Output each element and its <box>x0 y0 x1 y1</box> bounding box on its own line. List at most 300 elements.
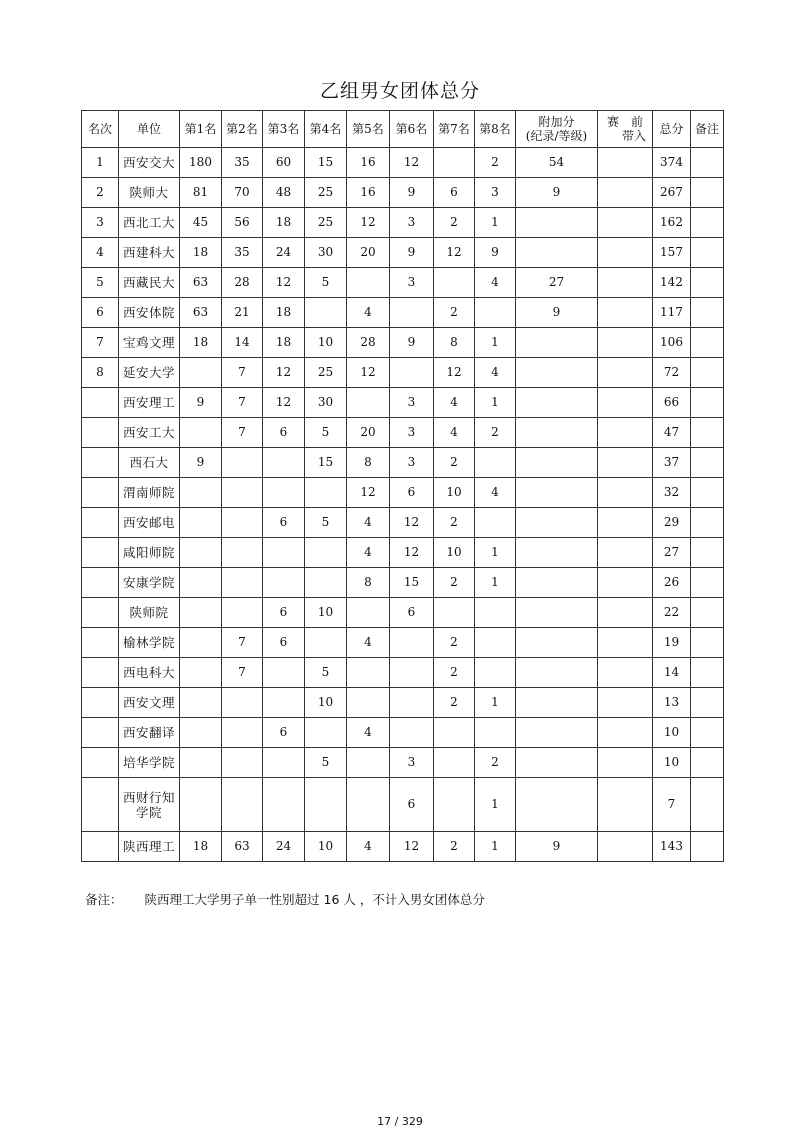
place-1-cell <box>180 358 222 388</box>
place-7-cell: 2 <box>434 508 475 538</box>
place-2-cell: 7 <box>222 658 263 688</box>
bonus-cell <box>516 538 598 568</box>
place-6-cell: 6 <box>390 778 434 832</box>
total-cell: 117 <box>653 298 691 328</box>
page-number: 17 / 329 <box>377 1115 423 1128</box>
rank-cell <box>82 418 119 448</box>
remark-cell <box>691 778 724 832</box>
place-7-cell: 4 <box>434 388 475 418</box>
header-place-5: 第5名 <box>347 111 390 148</box>
remark-cell <box>691 832 724 862</box>
table-row <box>82 688 724 718</box>
rank-cell <box>82 658 119 688</box>
place-1-cell <box>180 688 222 718</box>
place-4-cell <box>305 538 347 568</box>
place-8-cell: 1 <box>475 568 516 598</box>
unit-cell: 培华学院 <box>119 748 180 778</box>
place-2-cell: 21 <box>222 298 263 328</box>
place-3-cell <box>263 478 305 508</box>
rank-cell <box>82 538 119 568</box>
total-cell: 14 <box>653 658 691 688</box>
table-row <box>82 778 724 832</box>
place-6-cell: 9 <box>390 178 434 208</box>
place-7-cell: 12 <box>434 238 475 268</box>
unit-cell: 西电科大 <box>119 658 180 688</box>
unit-cell: 西北工大 <box>119 208 180 238</box>
remark-cell <box>691 538 724 568</box>
place-2-cell <box>222 748 263 778</box>
rank-cell <box>82 832 119 862</box>
place-6-cell: 3 <box>390 448 434 478</box>
place-5-cell: 4 <box>347 508 390 538</box>
remark-cell <box>691 298 724 328</box>
place-7-cell <box>434 748 475 778</box>
footnote <box>85 890 485 908</box>
place-4-cell: 25 <box>305 358 347 388</box>
place-3-cell <box>263 658 305 688</box>
rank-cell <box>82 598 119 628</box>
pre-carry-cell <box>598 748 653 778</box>
place-6-cell <box>390 358 434 388</box>
pre-carry-cell <box>598 208 653 238</box>
place-4-cell: 5 <box>305 268 347 298</box>
place-6-cell <box>390 298 434 328</box>
place-6-cell: 15 <box>390 568 434 598</box>
place-2-cell: 35 <box>222 148 263 178</box>
place-3-cell: 6 <box>263 598 305 628</box>
table-row <box>82 388 724 418</box>
bonus-cell: 54 <box>516 148 598 178</box>
header-rank: 名次 <box>82 111 119 148</box>
header-unit: 单位 <box>119 111 180 148</box>
table-body <box>82 148 724 862</box>
place-4-cell: 5 <box>305 418 347 448</box>
total-cell: 10 <box>653 718 691 748</box>
place-4-cell: 5 <box>305 748 347 778</box>
place-2-cell: 70 <box>222 178 263 208</box>
bonus-cell: 9 <box>516 832 598 862</box>
total-cell: 32 <box>653 478 691 508</box>
remark-cell <box>691 148 724 178</box>
total-cell: 106 <box>653 328 691 358</box>
place-5-cell: 20 <box>347 238 390 268</box>
place-8-cell: 1 <box>475 328 516 358</box>
unit-cell: 西安工大 <box>119 418 180 448</box>
unit-cell: 西藏民大 <box>119 268 180 298</box>
place-5-cell: 4 <box>347 832 390 862</box>
place-1-cell: 9 <box>180 388 222 418</box>
place-4-cell: 25 <box>305 178 347 208</box>
unit-cell: 西安文理 <box>119 688 180 718</box>
place-1-cell: 18 <box>180 328 222 358</box>
pre-carry-cell <box>598 628 653 658</box>
header-row <box>82 111 724 148</box>
place-8-cell <box>475 508 516 538</box>
place-4-cell <box>305 298 347 328</box>
place-4-cell <box>305 568 347 598</box>
place-3-cell: 12 <box>263 268 305 298</box>
place-6-cell: 12 <box>390 538 434 568</box>
total-cell: 142 <box>653 268 691 298</box>
place-8-cell: 4 <box>475 358 516 388</box>
place-1-cell: 18 <box>180 832 222 862</box>
place-7-cell <box>434 718 475 748</box>
pre-carry-cell <box>598 358 653 388</box>
place-5-cell: 16 <box>347 178 390 208</box>
remark-cell <box>691 388 724 418</box>
pre-carry-cell <box>598 478 653 508</box>
header-place-4: 第4名 <box>305 111 347 148</box>
bonus-cell: 27 <box>516 268 598 298</box>
total-cell: 19 <box>653 628 691 658</box>
table-row <box>82 628 724 658</box>
place-1-cell: 180 <box>180 148 222 178</box>
place-7-cell: 2 <box>434 658 475 688</box>
place-3-cell: 6 <box>263 508 305 538</box>
place-8-cell: 2 <box>475 748 516 778</box>
place-6-cell: 9 <box>390 328 434 358</box>
table-row <box>82 298 724 328</box>
total-cell: 157 <box>653 238 691 268</box>
place-8-cell: 4 <box>475 268 516 298</box>
place-1-cell <box>180 568 222 598</box>
place-4-cell: 15 <box>305 448 347 478</box>
rank-cell: 3 <box>82 208 119 238</box>
rank-cell: 4 <box>82 238 119 268</box>
bonus-cell <box>516 718 598 748</box>
place-1-cell <box>180 508 222 538</box>
place-1-cell <box>180 748 222 778</box>
unit-cell: 渭南师院 <box>119 478 180 508</box>
place-3-cell <box>263 538 305 568</box>
place-8-cell <box>475 448 516 478</box>
place-3-cell: 48 <box>263 178 305 208</box>
unit-cell: 西财行知学院 <box>119 778 180 832</box>
place-8-cell: 1 <box>475 388 516 418</box>
rank-cell: 6 <box>82 298 119 328</box>
place-1-cell: 63 <box>180 268 222 298</box>
remark-cell <box>691 208 724 238</box>
place-7-cell <box>434 268 475 298</box>
place-8-cell: 1 <box>475 208 516 238</box>
place-7-cell: 2 <box>434 628 475 658</box>
pre-carry-cell <box>598 508 653 538</box>
pre-carry-cell <box>598 298 653 328</box>
rank-cell <box>82 478 119 508</box>
header-pre-carry <box>598 111 653 148</box>
place-3-cell: 24 <box>263 238 305 268</box>
place-4-cell: 10 <box>305 598 347 628</box>
place-6-cell: 3 <box>390 268 434 298</box>
place-7-cell: 10 <box>434 478 475 508</box>
total-cell: 22 <box>653 598 691 628</box>
total-cell: 374 <box>653 148 691 178</box>
total-cell: 143 <box>653 832 691 862</box>
place-2-cell: 63 <box>222 832 263 862</box>
place-1-cell: 63 <box>180 298 222 328</box>
unit-cell: 西安交大 <box>119 148 180 178</box>
bonus-cell <box>516 598 598 628</box>
remark-cell <box>691 748 724 778</box>
header-total: 总分 <box>653 111 691 148</box>
table-row <box>82 748 724 778</box>
place-8-cell <box>475 598 516 628</box>
table-row <box>82 448 724 478</box>
bonus-cell <box>516 628 598 658</box>
bonus-cell <box>516 748 598 778</box>
place-4-cell: 30 <box>305 388 347 418</box>
total-cell: 13 <box>653 688 691 718</box>
place-7-cell: 2 <box>434 688 475 718</box>
place-1-cell <box>180 418 222 448</box>
remark-cell <box>691 448 724 478</box>
place-3-cell: 24 <box>263 832 305 862</box>
unit-cell: 咸阳师院 <box>119 538 180 568</box>
place-1-cell <box>180 628 222 658</box>
place-1-cell: 18 <box>180 238 222 268</box>
rank-cell <box>82 628 119 658</box>
pre-carry-cell <box>598 658 653 688</box>
place-3-cell: 18 <box>263 328 305 358</box>
place-2-cell: 14 <box>222 328 263 358</box>
place-2-cell: 28 <box>222 268 263 298</box>
place-4-cell <box>305 478 347 508</box>
remark-cell <box>691 358 724 388</box>
table-row <box>82 148 724 178</box>
pre-carry-cell <box>598 448 653 478</box>
place-1-cell: 81 <box>180 178 222 208</box>
place-4-cell <box>305 628 347 658</box>
total-cell: 267 <box>653 178 691 208</box>
place-6-cell <box>390 628 434 658</box>
pre-carry-cell <box>598 538 653 568</box>
place-6-cell: 3 <box>390 208 434 238</box>
unit-cell: 西石大 <box>119 448 180 478</box>
place-7-cell <box>434 598 475 628</box>
header-place-1: 第1名 <box>180 111 222 148</box>
place-4-cell <box>305 718 347 748</box>
place-5-cell: 20 <box>347 418 390 448</box>
place-1-cell <box>180 718 222 748</box>
unit-cell: 西建科大 <box>119 238 180 268</box>
pre-carry-cell <box>598 568 653 598</box>
header-place-6: 第6名 <box>390 111 434 148</box>
rank-cell <box>82 718 119 748</box>
place-8-cell: 3 <box>475 178 516 208</box>
bonus-cell: 9 <box>516 298 598 328</box>
table-row <box>82 658 724 688</box>
remark-cell <box>691 268 724 298</box>
place-3-cell: 6 <box>263 418 305 448</box>
place-6-cell: 12 <box>390 508 434 538</box>
place-7-cell: 10 <box>434 538 475 568</box>
place-1-cell <box>180 778 222 832</box>
header-place-8: 第8名 <box>475 111 516 148</box>
place-6-cell <box>390 718 434 748</box>
place-6-cell: 12 <box>390 832 434 862</box>
place-8-cell: 4 <box>475 478 516 508</box>
place-4-cell: 25 <box>305 208 347 238</box>
place-5-cell: 12 <box>347 208 390 238</box>
bonus-cell <box>516 688 598 718</box>
place-7-cell: 2 <box>434 448 475 478</box>
table-row <box>82 478 724 508</box>
pre-carry-cell <box>598 328 653 358</box>
remark-cell <box>691 478 724 508</box>
total-cell: 72 <box>653 358 691 388</box>
footnote-text: 陕西理工大学男子单一性别超过 16 人 ，不计入男女团体总分 <box>144 892 485 907</box>
rank-cell: 8 <box>82 358 119 388</box>
table-row <box>82 568 724 598</box>
remark-cell <box>691 178 724 208</box>
rank-cell: 1 <box>82 148 119 178</box>
place-1-cell <box>180 538 222 568</box>
place-7-cell: 6 <box>434 178 475 208</box>
place-7-cell: 2 <box>434 832 475 862</box>
place-2-cell <box>222 538 263 568</box>
place-6-cell: 3 <box>390 418 434 448</box>
place-2-cell: 56 <box>222 208 263 238</box>
place-5-cell: 16 <box>347 148 390 178</box>
place-6-cell: 3 <box>390 748 434 778</box>
place-5-cell: 8 <box>347 448 390 478</box>
place-1-cell <box>180 598 222 628</box>
rank-cell: 7 <box>82 328 119 358</box>
total-cell: 27 <box>653 538 691 568</box>
place-5-cell: 4 <box>347 298 390 328</box>
pre-carry-cell <box>598 388 653 418</box>
bonus-cell <box>516 418 598 448</box>
header-bonus <box>516 111 598 148</box>
remark-cell <box>691 628 724 658</box>
place-3-cell: 6 <box>263 628 305 658</box>
place-6-cell <box>390 658 434 688</box>
place-2-cell <box>222 478 263 508</box>
place-1-cell: 45 <box>180 208 222 238</box>
unit-cell: 榆林学院 <box>119 628 180 658</box>
total-cell: 10 <box>653 748 691 778</box>
place-1-cell <box>180 658 222 688</box>
header-place-3: 第3名 <box>263 111 305 148</box>
place-3-cell <box>263 448 305 478</box>
place-3-cell: 12 <box>263 358 305 388</box>
place-4-cell: 10 <box>305 688 347 718</box>
bonus-cell <box>516 448 598 478</box>
pre-carry-cell <box>598 598 653 628</box>
place-8-cell: 1 <box>475 832 516 862</box>
place-5-cell: 8 <box>347 568 390 598</box>
place-5-cell <box>347 268 390 298</box>
place-5-cell: 4 <box>347 628 390 658</box>
place-7-cell: 12 <box>434 358 475 388</box>
total-cell: 26 <box>653 568 691 598</box>
table-row <box>82 508 724 538</box>
place-6-cell: 3 <box>390 388 434 418</box>
header-place-7: 第7名 <box>434 111 475 148</box>
remark-cell <box>691 568 724 598</box>
place-8-cell: 1 <box>475 778 516 832</box>
place-6-cell: 6 <box>390 598 434 628</box>
place-7-cell <box>434 778 475 832</box>
total-cell: 162 <box>653 208 691 238</box>
unit-cell: 西安翻译 <box>119 718 180 748</box>
place-6-cell: 6 <box>390 478 434 508</box>
pre-carry-cell <box>598 238 653 268</box>
place-5-cell <box>347 748 390 778</box>
bonus-cell <box>516 208 598 238</box>
rank-cell <box>82 508 119 538</box>
place-8-cell <box>475 718 516 748</box>
remark-cell <box>691 658 724 688</box>
rank-cell <box>82 388 119 418</box>
place-3-cell: 12 <box>263 388 305 418</box>
header-pre-line2: 带入 <box>621 129 646 143</box>
unit-cell: 陕师院 <box>119 598 180 628</box>
table-row <box>82 238 724 268</box>
place-2-cell: 7 <box>222 388 263 418</box>
remark-cell <box>691 598 724 628</box>
bonus-cell <box>516 658 598 688</box>
place-8-cell: 9 <box>475 238 516 268</box>
place-8-cell: 1 <box>475 688 516 718</box>
pre-carry-cell <box>598 832 653 862</box>
bonus-cell <box>516 358 598 388</box>
place-8-cell: 1 <box>475 538 516 568</box>
place-5-cell: 4 <box>347 718 390 748</box>
unit-cell: 西安体院 <box>119 298 180 328</box>
total-cell: 47 <box>653 418 691 448</box>
total-cell: 29 <box>653 508 691 538</box>
total-cell: 7 <box>653 778 691 832</box>
place-5-cell <box>347 658 390 688</box>
rank-cell <box>82 568 119 598</box>
place-3-cell <box>263 748 305 778</box>
place-7-cell <box>434 148 475 178</box>
place-5-cell: 28 <box>347 328 390 358</box>
place-5-cell <box>347 388 390 418</box>
place-3-cell <box>263 778 305 832</box>
unit-cell: 安康学院 <box>119 568 180 598</box>
table-row <box>82 832 724 862</box>
place-3-cell: 18 <box>263 298 305 328</box>
place-3-cell <box>263 568 305 598</box>
place-2-cell: 7 <box>222 418 263 448</box>
remark-cell <box>691 328 724 358</box>
bonus-cell <box>516 388 598 418</box>
place-4-cell: 10 <box>305 328 347 358</box>
place-4-cell: 5 <box>305 658 347 688</box>
table-row <box>82 328 724 358</box>
pre-carry-cell <box>598 148 653 178</box>
place-8-cell <box>475 298 516 328</box>
unit-cell: 陕师大 <box>119 178 180 208</box>
place-7-cell: 4 <box>434 418 475 448</box>
rank-cell <box>82 688 119 718</box>
table-row <box>82 268 724 298</box>
rank-cell <box>82 748 119 778</box>
unit-cell: 西安邮电 <box>119 508 180 538</box>
pre-carry-cell <box>598 268 653 298</box>
place-1-cell: 9 <box>180 448 222 478</box>
page-title: 乙组男女团体总分 <box>319 80 480 102</box>
unit-cell: 陕西理工 <box>119 832 180 862</box>
bonus-cell <box>516 478 598 508</box>
remark-cell <box>691 688 724 718</box>
header-bonus-line2: (纪录/等级) <box>525 129 588 143</box>
header-pre-line1: 赛 前 <box>606 115 643 129</box>
table-row <box>82 178 724 208</box>
place-8-cell: 2 <box>475 148 516 178</box>
